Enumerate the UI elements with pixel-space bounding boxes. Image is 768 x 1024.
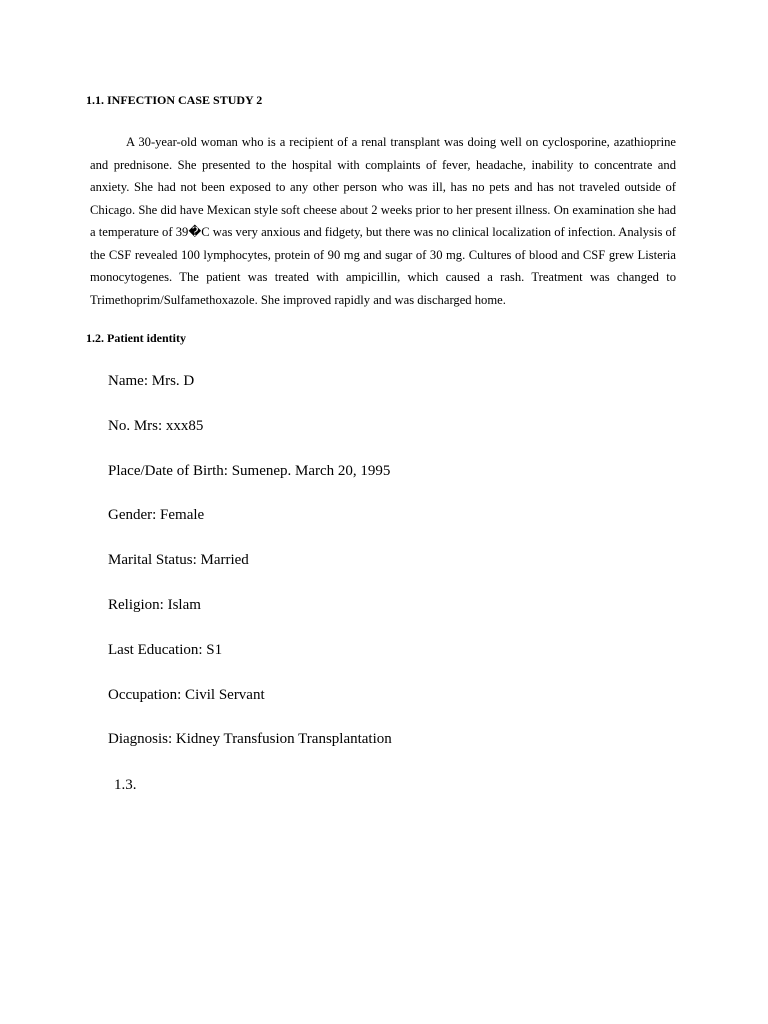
identity-record-number: No. Mrs: xxx85 xyxy=(108,417,204,434)
patient-identity-list xyxy=(108,370,392,773)
identity-religion: Religion: Islam xyxy=(108,596,201,613)
case-study-paragraph: A 30-year-old woman who is a recipient of a renal transplant was doing well on cyclosporine, azathioprine and prednisone. She presented to the hospital with complaints of fever, headache, inability to concentrate and anxiety. She had not been exposed to any other person who was ill, has no pets and has not traveled outside of Chicago. She did have Mexican style soft cheese about 2 weeks prior to her present illness. On examination she had a temperature of 39�C was very anxious and fidgety, but there was no clinical localization of infection. Analysis of the CSF revealed 100 lymphocytes, protein of 90 mg and sugar of 30 mg. Cultures of blood and CSF grew Listeria monocytogenes. The patient was treated with ampicillin, which caused a rash. Treatment was changed to Trimethoprim/Sulfamethoxazole. She improved rapidly and was discharged home. xyxy=(90,135,676,307)
identity-education: Last Education: S1 xyxy=(108,641,223,658)
identity-occupation: Occupation: Civil Servant xyxy=(108,686,265,703)
identity-marital-status: Marital Status: Married xyxy=(108,552,249,569)
identity-birth: Place/Date of Birth: Sumenep. March 20, 1995 xyxy=(108,462,391,479)
section-heading-patient-identity: 1.2. Patient identity xyxy=(86,331,186,345)
section-heading-case-study: 1.1. INFECTION CASE STUDY 2 xyxy=(86,93,263,107)
section-heading-next: 1.3. xyxy=(114,777,137,793)
identity-diagnosis: Diagnosis: Kidney Transfusion Transplantation xyxy=(108,731,392,748)
identity-gender: Gender: Female xyxy=(108,507,205,524)
identity-name: Name: Mrs. D xyxy=(108,373,195,389)
